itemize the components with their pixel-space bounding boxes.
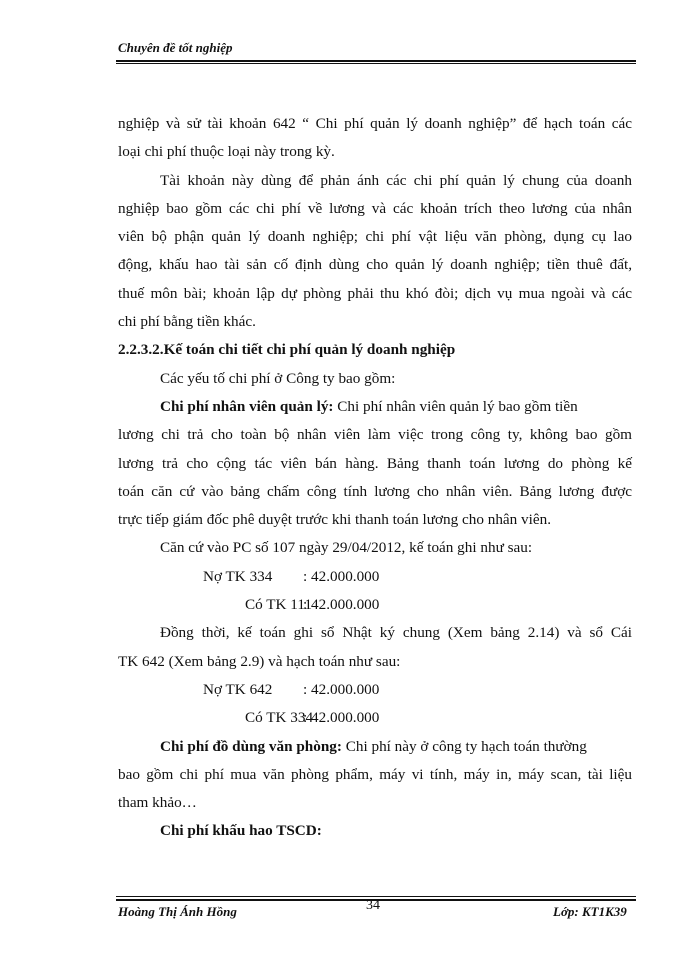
debit-account: Nợ TK 642 — [203, 680, 273, 698]
header-rule-thick — [116, 60, 636, 62]
debit-account: Nợ TK 334 — [203, 567, 273, 585]
paragraph-line — [118, 393, 632, 421]
paragraph-line: Căn cứ vào PC số 107 ngày 29/04/2012, kế toán ghi như sau: — [160, 539, 533, 557]
credit-account: Có TK 111 — [245, 596, 312, 614]
paragraph-line: chi phí bằng tiền khác. — [118, 313, 256, 331]
paragraph-line: động, khấu hao tài sản cố định dùng cho quản lý doanh nghiệp; tiền thuê đất, — [118, 256, 632, 274]
paragraph-line: lương trả cho cộng tác viên bán hàng. Bảng thanh toán lương do phòng kế — [118, 454, 632, 472]
credit-account: Có TK 334 — [245, 709, 314, 727]
paragraph-line: Các yếu tố chi phí ở Công ty bao gồm: — [160, 369, 396, 387]
footer-rule-thin — [116, 896, 636, 897]
paragraph-text: Chi phí nhân viên quản lý bao gồm tiền — [333, 397, 578, 415]
term-label: Chi phí nhân viên quản lý: — [160, 397, 334, 415]
paragraph-line: TK 642 (Xem bảng 2.9) và hạch toán như sau: — [118, 652, 401, 670]
paragraph-line: viên bộ phận quản lý doanh nghiệp; chi phí vật liệu văn phòng, dụng cụ lao — [118, 228, 632, 246]
paragraph-line: thuế môn bài; khoản lập dự phòng phải thu khó đòi; dịch vụ mua ngoài và các — [118, 284, 632, 302]
header-rule-thin — [116, 63, 636, 64]
paragraph-line: Đồng thời, kế toán ghi sổ Nhật ký chung (Xem bảng 2.14) và sổ Cái — [160, 624, 632, 642]
paragraph-line: trực tiếp giám đốc phê duyệt trước khi thanh toán lương cho nhân viên. — [118, 511, 551, 529]
paragraph-line: Tài khoản này dùng để phản ánh các chi phí quản lý chung của doanh — [160, 171, 632, 189]
credit-amount: : 42.000.000 — [303, 596, 380, 614]
paragraph-line: toán căn cứ vào bảng chấm công tính lương cho nhân viên. Bảng lương được — [118, 482, 632, 500]
paragraph-line: lương chi trả cho toàn bộ nhân viên làm việc trong công ty, không bao gồm — [118, 426, 632, 444]
paragraph-line: nghiệp và sử tài khoản 642 “ Chi phí quản lý doanh nghiệp” để hạch toán các — [118, 115, 632, 132]
page-number: 34 — [366, 898, 380, 913]
paragraph-line — [118, 733, 632, 761]
journal-entry-debit — [118, 676, 632, 704]
journal-entry-credit — [118, 704, 632, 732]
debit-amount: : 42.000.000 — [303, 567, 380, 585]
footer-class: Lớp: KT1K39 — [553, 904, 627, 919]
credit-amount: : 42.000.000 — [303, 709, 380, 727]
footer-author: Hoàng Thị Ánh Hồng — [118, 904, 237, 919]
debit-amount: : 42.000.000 — [303, 680, 380, 698]
paragraph-text: Chi phí này ở công ty hạch toán thường — [341, 737, 587, 755]
section-heading: 2.2.3.2.Kế toán chi tiết chi phí quản lý doanh nghiệp — [118, 341, 456, 359]
term-label: Chi phí khấu hao TSCD: — [160, 822, 322, 840]
document-body — [118, 110, 632, 846]
journal-entry-debit — [118, 563, 632, 591]
paragraph-line: bao gồm chi phí mua văn phòng phẩm, máy vi tính, máy in, máy scan, tài liệu — [118, 765, 632, 783]
paragraph-line: nghiệp bao gồm các chi phí về lương và các khoản trích theo lương của nhân — [118, 199, 632, 217]
paragraph-line: loại chi phí thuộc loại này trong kỳ. — [118, 143, 335, 161]
journal-entry-credit — [118, 591, 632, 619]
paragraph-line: tham khảo… — [118, 794, 197, 812]
header-title: Chuyên đề tốt nghiệp — [118, 40, 233, 55]
term-label: Chi phí đồ dùng văn phòng: — [160, 737, 342, 755]
